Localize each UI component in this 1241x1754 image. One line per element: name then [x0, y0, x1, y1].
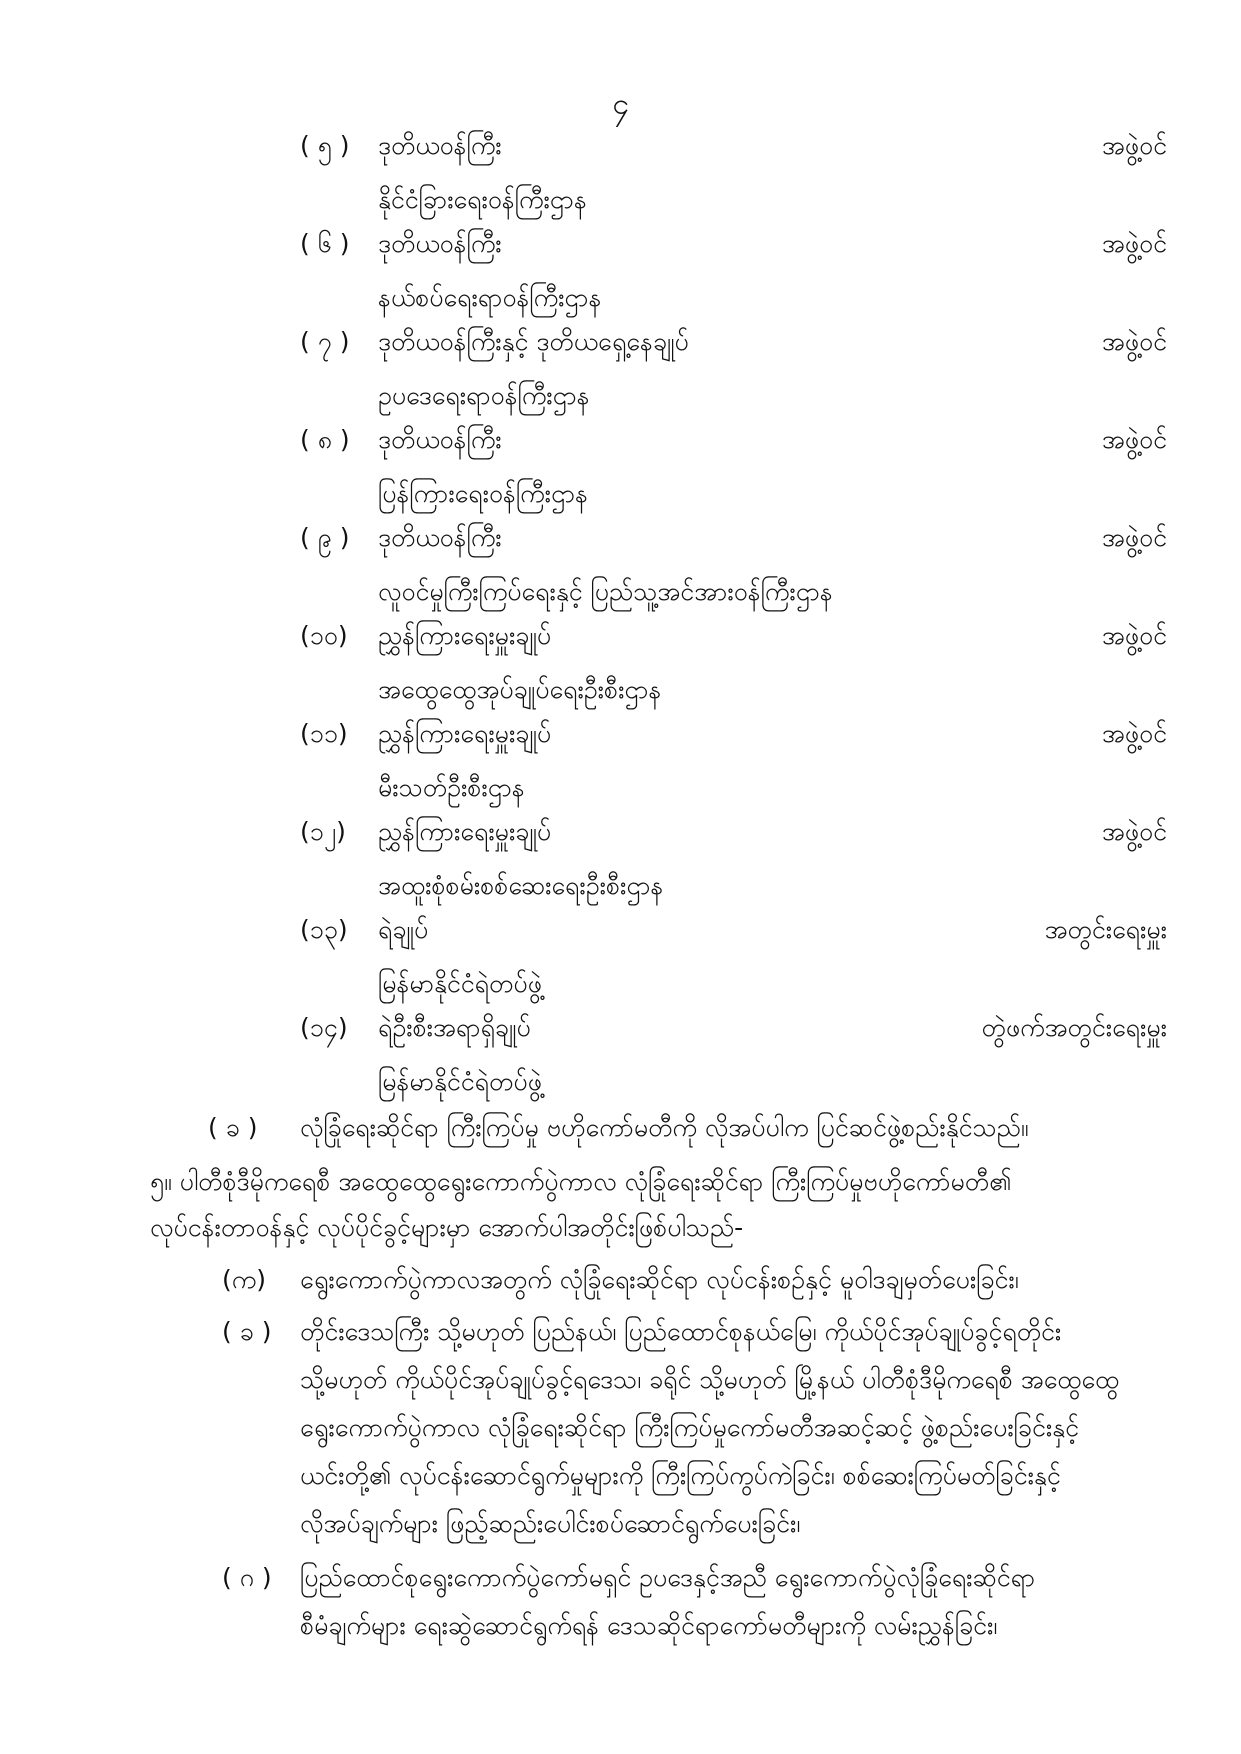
- member-title: ညွှန်ကြားရေးမှူးချုပ်: [378, 621, 552, 650]
- member-role: တွဲဖက်အတွင်းရေးမှူး: [981, 1013, 1167, 1042]
- member-title: ဒုတိယဝန်ကြီး: [378, 523, 502, 552]
- member-role: အဖွဲ့ဝင်: [1101, 523, 1167, 552]
- member-department: အထူးစုံစမ်းစစ်ဆေးရေးဦးစီးဌာန: [378, 871, 664, 900]
- paragraph-number: ( ခ ): [208, 1113, 258, 1142]
- item-text-line: စီမံချက်များ ရေးဆွဲဆောင်ရွက်ရန် ဒေသဆိုင်ရာကော်မတီများကို လမ်းညွှန်ခြင်း၊: [300, 1611, 998, 1640]
- member-number: ( ၈ ): [300, 425, 350, 454]
- member-title: ရဲချုပ်: [378, 915, 429, 944]
- member-department: မြန်မာနိုင်ငံရဲတပ်ဖွဲ့: [378, 1067, 542, 1096]
- item-text-line: လိုအပ်ချက်များ ဖြည့်ဆည်းပေါင်းစပ်ဆောင်ရွက်ပေးခြင်း၊: [300, 1509, 801, 1538]
- member-department: အထွေထွေအုပ်ချုပ်ရေးဦးစီးဌာန: [378, 675, 662, 704]
- member-title: ဒုတိယဝန်ကြီးနှင့် ဒုတိယရှေ့နေချုပ်: [378, 327, 689, 356]
- item-number: (က): [222, 1265, 266, 1294]
- member-number: ( ၅ ): [300, 131, 350, 160]
- member-title: ဒုတိယဝန်ကြီး: [378, 425, 502, 454]
- member-role: အဖွဲ့ဝင်: [1101, 425, 1167, 454]
- member-department: ဥပဒေရေးရာဝန်ကြီးဌာန: [378, 381, 590, 410]
- member-title: ရဲဦးစီးအရာရှိချုပ်: [378, 1013, 531, 1042]
- item-text-line: သို့မဟုတ် ကိုယ်ပိုင်အုပ်ချုပ်ခွင့်ရဒေသ၊ ခရိုင် သို့မဟုတ် မြို့နယ် ပါတီစုံဒီမိုကရေစီ အထွေထွေ: [300, 1365, 1120, 1394]
- member-title: ညွှန်ကြားရေးမှူးချုပ်: [378, 817, 552, 846]
- page-number: ၄: [612, 87, 629, 122]
- member-number: (၁၃): [300, 915, 348, 944]
- item-text-line: ယင်းတို့၏ လုပ်ငန်းဆောင်ရွက်မှုများကို ကြီးကြပ်ကွပ်ကဲခြင်း၊ စစ်ဆေးကြပ်မတ်ခြင်းနှင့်: [300, 1461, 1061, 1490]
- member-department: နယ်စပ်ရေးရာဝန်ကြီးဌာန: [378, 283, 602, 312]
- member-title: ဒုတိယဝန်ကြီး: [378, 229, 502, 258]
- member-role: အတွင်းရေးမှူး: [1044, 915, 1167, 944]
- member-number: ( ၇ ): [300, 327, 350, 356]
- section-heading-line: လုပ်ငန်းတာဝန်နှင့် လုပ်ပိုင်ခွင့်များမှာ အောက်ပါအတိုင်းဖြစ်ပါသည်-: [150, 1213, 744, 1242]
- member-department: ပြန်ကြားရေးဝန်ကြီးဌာန: [378, 479, 589, 508]
- paragraph-text: လုံခြုံရေးဆိုင်ရာ ကြီးကြပ်မှု ဗဟိုကော်မတီကို လိုအပ်ပါက ပြင်ဆင်ဖွဲ့စည်းနိုင်သည်။: [300, 1113, 1029, 1142]
- member-number: ( ၆ ): [300, 229, 350, 258]
- item-text-line: ရွေးကောက်ပွဲကာလ လုံခြုံရေးဆိုင်ရာ ကြီးကြပ်မှုကော်မတီအဆင့်ဆင့် ဖွဲ့စည်းပေးခြင်းနှင့်: [300, 1413, 1079, 1442]
- item-number: ( ဂ ): [222, 1563, 272, 1592]
- member-department: နိုင်ငံခြားရေးဝန်ကြီးဌာန: [378, 185, 587, 214]
- member-department: မီးသတ်ဦးစီးဌာန: [378, 773, 525, 802]
- member-role: အဖွဲ့ဝင်: [1101, 131, 1167, 160]
- member-number: (၁၄): [300, 1013, 348, 1042]
- member-role: အဖွဲ့ဝင်: [1101, 817, 1167, 846]
- member-title: ညွှန်ကြားရေးမှူးချုပ်: [378, 719, 552, 748]
- member-role: အဖွဲ့ဝင်: [1101, 229, 1167, 258]
- member-number: (၁၀): [300, 621, 348, 650]
- item-text-line: ပြည်ထောင်စုရွေးကောက်ပွဲကော်မရှင် ဥပဒေနှင့်အညီ ရွေးကောက်ပွဲလုံခြုံရေးဆိုင်ရာ: [300, 1563, 1036, 1592]
- member-role: အဖွဲ့ဝင်: [1101, 327, 1167, 356]
- member-number: (၁၂): [300, 817, 346, 846]
- section-heading-line: ၅။ ပါတီစုံဒီမိုကရေစီ အထွေထွေရွေးကောက်ပွဲကာလ လုံခြုံရေးဆိုင်ရာ ကြီးကြပ်မှုဗဟိုကော်မတီ၏: [150, 1167, 1012, 1196]
- item-number: ( ခ ): [222, 1317, 272, 1346]
- member-number: (၁၁): [300, 719, 348, 748]
- member-role: အဖွဲ့ဝင်: [1101, 621, 1167, 650]
- member-role: အဖွဲ့ဝင်: [1101, 719, 1167, 748]
- member-department: မြန်မာနိုင်ငံရဲတပ်ဖွဲ့: [378, 969, 542, 998]
- member-title: ဒုတိယဝန်ကြီး: [378, 131, 502, 160]
- member-department: လူဝင်မှုကြီးကြပ်ရေးနှင့် ပြည်သူ့အင်အားဝန်ကြီးဌာန: [378, 577, 833, 606]
- member-number: ( ၉ ): [300, 523, 350, 552]
- item-text-line: ရွေးကောက်ပွဲကာလအတွက် လုံခြုံရေးဆိုင်ရာ လုပ်ငန်းစဉ်နှင့် မူဝါဒချမှတ်ပေးခြင်း၊: [300, 1265, 1019, 1294]
- item-text-line: တိုင်းဒေသကြီး သို့မဟုတ် ပြည်နယ်၊ ပြည်ထောင်စုနယ်မြေ၊ ကိုယ်ပိုင်အုပ်ချုပ်ခွင့်ရတိုင်း: [300, 1317, 1062, 1346]
